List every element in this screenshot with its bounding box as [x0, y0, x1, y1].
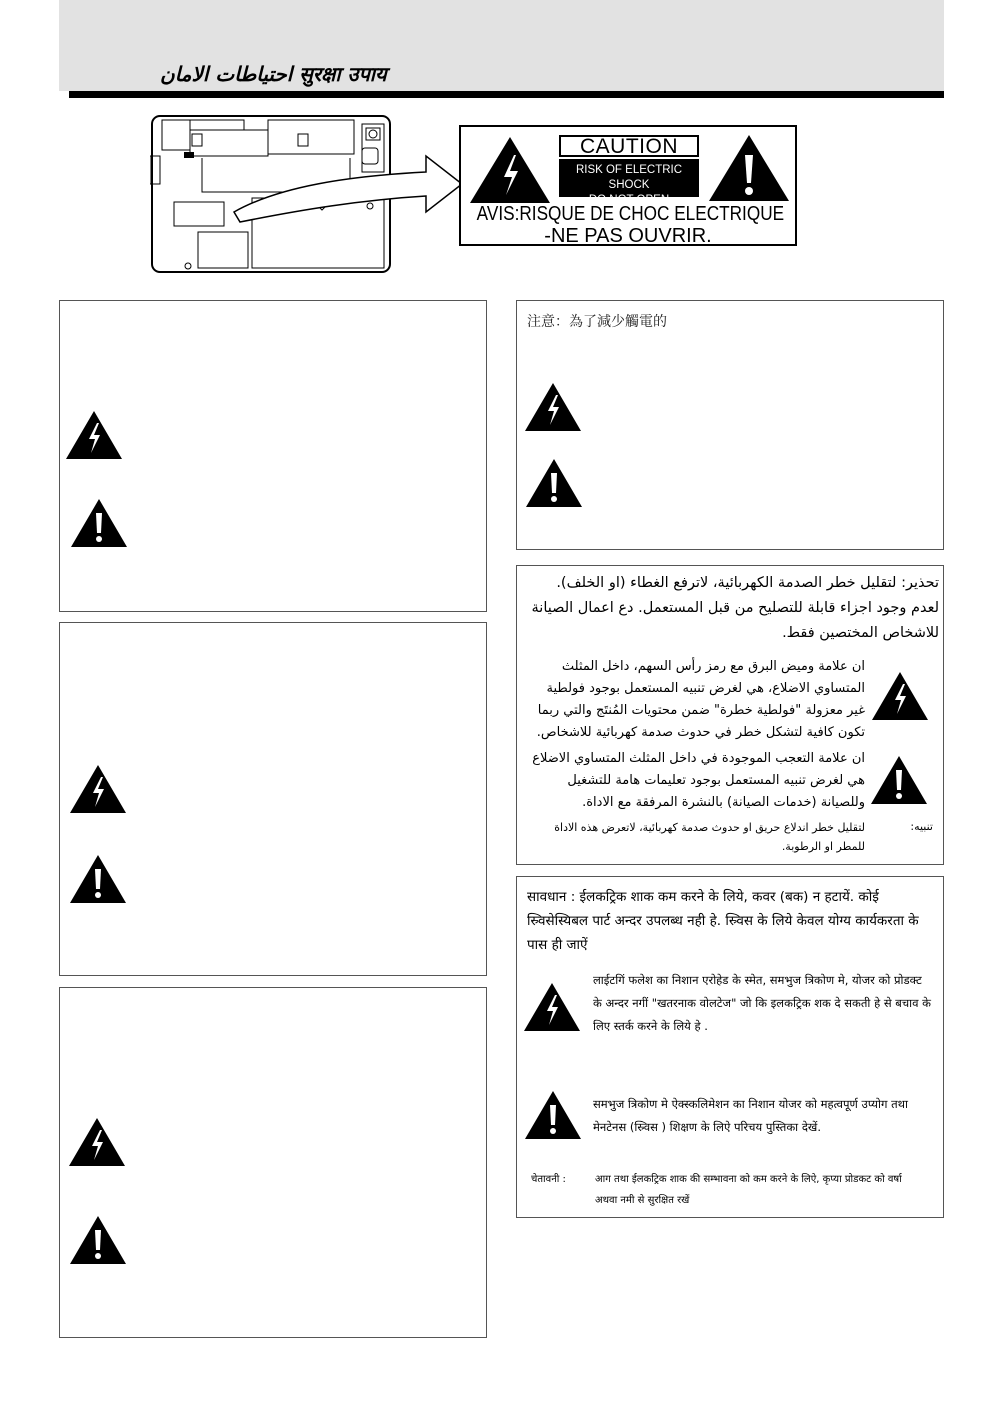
- hindi-exclamation-text: समभुज त्रिकोण मे ऐक्स्कलिमेशन का निशान योजर को महत्वपूर्ण उप्योग तथा मेनटेनस (स्र्विस ) शिक्षण के लिऐ परिचय पुस्तिका देखें.: [593, 1097, 908, 1134]
- risk-line-1: RISK OF ELECTRIC SHOCK: [575, 164, 683, 191]
- lightning-warning-icon: [468, 135, 552, 205]
- hindi-note-label: चेतावनी :: [531, 1174, 566, 1185]
- arabic-lightning-text: ان علامة وميض البرق مع رمز رأس السهم، داخل المثلث المتساوي الاضلاع، هي لغرض تنبيه المستعمل بوجود فولطية غير معزولة "فولطية خطرة" ضمن محتويات المُنتَج والتي ربما تكون كافية لتشكل خطر في حدوث صدمة كهربائية للاشخاص.: [536, 659, 865, 740]
- caution-heading: CAUTION: [559, 135, 699, 157]
- risk-line-2: DO NOT OPEN: [588, 194, 670, 206]
- blank-panel-3: [59, 987, 487, 1338]
- hindi-note-text: आग तथा ईलकट्रिक शाक की सम्भावना को कम करने के लिऐ, कृप्या प्रोडकट को वर्षा अथवा नमी से सुरक्षित रखें: [595, 1174, 902, 1206]
- header-rule: [69, 91, 944, 98]
- blank-panel-2: [59, 622, 487, 976]
- lightning-warning-icon: [870, 670, 930, 722]
- arabic-panel: [516, 565, 944, 865]
- avis-line-2: -NE PAS OUVRIR.: [544, 225, 712, 247]
- exclamation-warning-icon: [869, 754, 929, 806]
- lightning-warning-icon: [67, 1116, 127, 1168]
- lightning-warning-icon: [64, 409, 124, 461]
- lightning-warning-icon: [522, 981, 582, 1033]
- arabic-note-label: تنبيه:: [910, 820, 933, 833]
- exclamation-warning-icon: [68, 1214, 128, 1266]
- hindi-lightning-text: लाईटगिं फलेश का निशान एरोहेड के स्मेत, समभुज त्रिकोण मे, योजर को प्रोडक्ट के अन्दर नगीं "खतरनाक वोलटेज" जो कि इलकट्रिक शक दे सकती हे से बचाव के लिए स्तर्क करने के लिये हे .: [593, 973, 931, 1033]
- blank-panel-1: [59, 300, 487, 612]
- exclamation-warning-icon: [68, 853, 128, 905]
- exclamation-warning-icon: [69, 497, 129, 549]
- lightning-warning-icon: [523, 381, 583, 433]
- caution-label: [459, 125, 797, 246]
- hindi-panel: [516, 876, 944, 1218]
- lightning-warning-icon: [68, 763, 128, 815]
- chinese-panel: [516, 300, 944, 550]
- exclamation-warning-icon: [707, 133, 791, 203]
- risk-of-shock-box: [559, 159, 699, 206]
- arabic-warning-text: تحذير: لتقليل خطر الصدمة الكهربائية، لاترفع الغطاء (او الخلف). لعدم وجود اجزاء قابلة للتصليح من قبل المستعمل. دع اعمال الصيانة للاشخاص المختصين فقط.: [531, 575, 939, 641]
- device-rear-illustration: [150, 114, 470, 284]
- arabic-note-text: لتقليل خطر اندلاع حريق او حدوث صدمة كهربائية، لاتعرض هذه الاداة للمطر او الرطوبة.: [554, 821, 865, 853]
- exclamation-warning-icon: [524, 457, 584, 509]
- chinese-heading: 注意：為了減少觸電的: [527, 314, 667, 330]
- exclamation-warning-icon: [523, 1089, 583, 1141]
- page-title: احتياطات الامان सुरक्षा उपाय: [160, 62, 387, 86]
- hindi-warning-text: सावधान : ईलकट्रिक शाक कम करने के लिये, कवर (बक) न हटायें. कोई स्र्विसेस्यिबल पार्ट अन्दर उपलब्ध नही हे. स्र्विस के लिये केवल योग्य कार्यकरता के पास ही जाऐं: [527, 889, 919, 953]
- avis-line-1: AVIS:RISQUE DE CHOC ELECTRIQUE: [476, 203, 785, 225]
- arabic-exclamation-text: ان علامة التعجب الموجودة في داخل المثلث المتساوي الاضلاع هي لغرض تنبيه المستعمل بوجود تعليمات هامة للتشغيل وللصيانة (خدمات الصيانة) بالنشرة المرفقة مع الاداة.: [532, 751, 865, 810]
